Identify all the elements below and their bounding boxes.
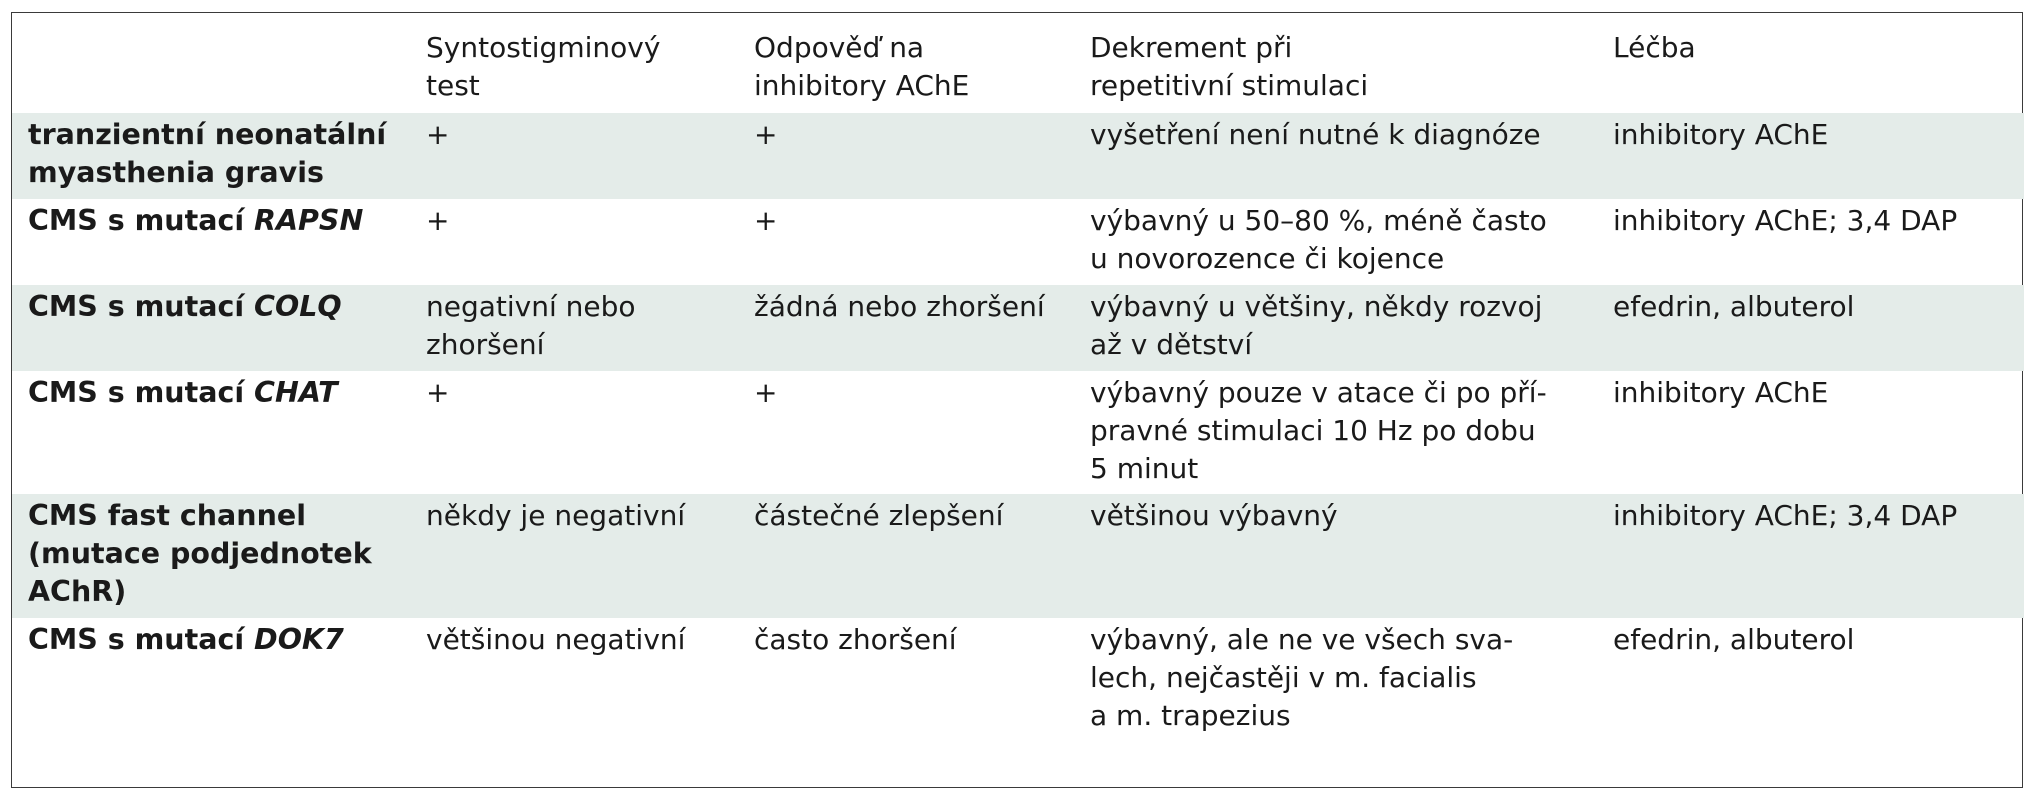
cell-response: často zhoršení	[754, 623, 957, 656]
header-cell-empty	[12, 25, 410, 113]
row-name-text: CMS s mutací	[28, 290, 255, 323]
row-name-text: CMS fast channel (mutace podjednotek AChR)	[28, 499, 372, 608]
row-name-text: CMS s mutací	[28, 204, 255, 237]
row-name-text: tranzientní neonatální myasthenia gravis	[28, 118, 387, 189]
header-cell-response: Odpověď na inhibitory AChE	[754, 31, 970, 102]
cms-comparison-table	[12, 25, 2024, 745]
cell-decrement: výbavný pouze v atace či po pří- pravné stimulaci 10 Hz po dobu 5 minut	[1090, 376, 1547, 485]
cell-test: +	[426, 204, 450, 237]
cell-test: +	[426, 376, 450, 409]
cell-decrement: většinou výbavný	[1074, 494, 1597, 618]
table-row	[12, 113, 2024, 199]
row-name-gene: COLQ	[254, 290, 342, 323]
cell-decrement: vyšetření není nutné k diagnóze	[1074, 113, 1597, 199]
table-row	[12, 371, 2024, 494]
header-cell-treatment: Léčba	[1613, 31, 1696, 64]
cell-response: +	[738, 113, 1074, 199]
header-cell-decrement: Dekrement při repetitivní stimulaci	[1090, 31, 1369, 102]
cell-treatment: efedrin, albuterol	[1613, 623, 1855, 656]
cell-treatment: efedrin, albuterol	[1597, 285, 2024, 371]
cell-decrement: výbavný u většiny, někdy rozvoj až v dětství	[1074, 285, 1597, 371]
cell-response: +	[754, 204, 778, 237]
header-row	[12, 25, 2024, 113]
row-name	[12, 199, 410, 285]
table-row	[12, 199, 2024, 285]
row-name	[12, 371, 410, 494]
row-name-text: CMS s mutací	[28, 623, 255, 656]
row-name	[12, 113, 410, 199]
cell-test: většinou negativní	[426, 623, 686, 656]
cell-response: +	[754, 376, 778, 409]
cell-test: +	[410, 113, 738, 199]
row-name	[12, 285, 410, 371]
header-cell-test: Syntostigminový test	[426, 31, 661, 102]
cell-response: žádná nebo zhoršení	[738, 285, 1074, 371]
row-name	[12, 494, 410, 618]
cell-treatment: inhibitory AChE; 3,4 DAP	[1613, 204, 1958, 237]
cell-response: částečné zlepšení	[738, 494, 1074, 618]
row-name-gene: CHAT	[254, 376, 338, 409]
cell-decrement: výbavný u 50–80 %, méně často u novorozence či kojence	[1090, 204, 1547, 275]
table-frame	[11, 12, 2023, 788]
table-row	[12, 285, 2024, 371]
row-name-text: CMS s mutací	[28, 376, 255, 409]
cell-decrement: výbavný, ale ne ve všech sva- lech, nejčastěji v m. facialis a m. trapezius	[1090, 623, 1514, 732]
cell-test: negativní nebo zhoršení	[410, 285, 738, 371]
table-header	[12, 25, 2024, 113]
table-row	[12, 618, 2024, 745]
row-name	[12, 618, 410, 745]
table-row	[12, 494, 2024, 618]
cell-treatment: inhibitory AChE	[1597, 113, 2024, 199]
cell-treatment: inhibitory AChE	[1613, 376, 1829, 409]
table-body	[12, 113, 2024, 745]
cell-test: někdy je negativní	[410, 494, 738, 618]
cell-treatment: inhibitory AChE; 3,4 DAP	[1597, 494, 2024, 618]
row-name-gene: DOK7	[254, 623, 344, 656]
row-name-gene: RAPSN	[254, 204, 364, 237]
